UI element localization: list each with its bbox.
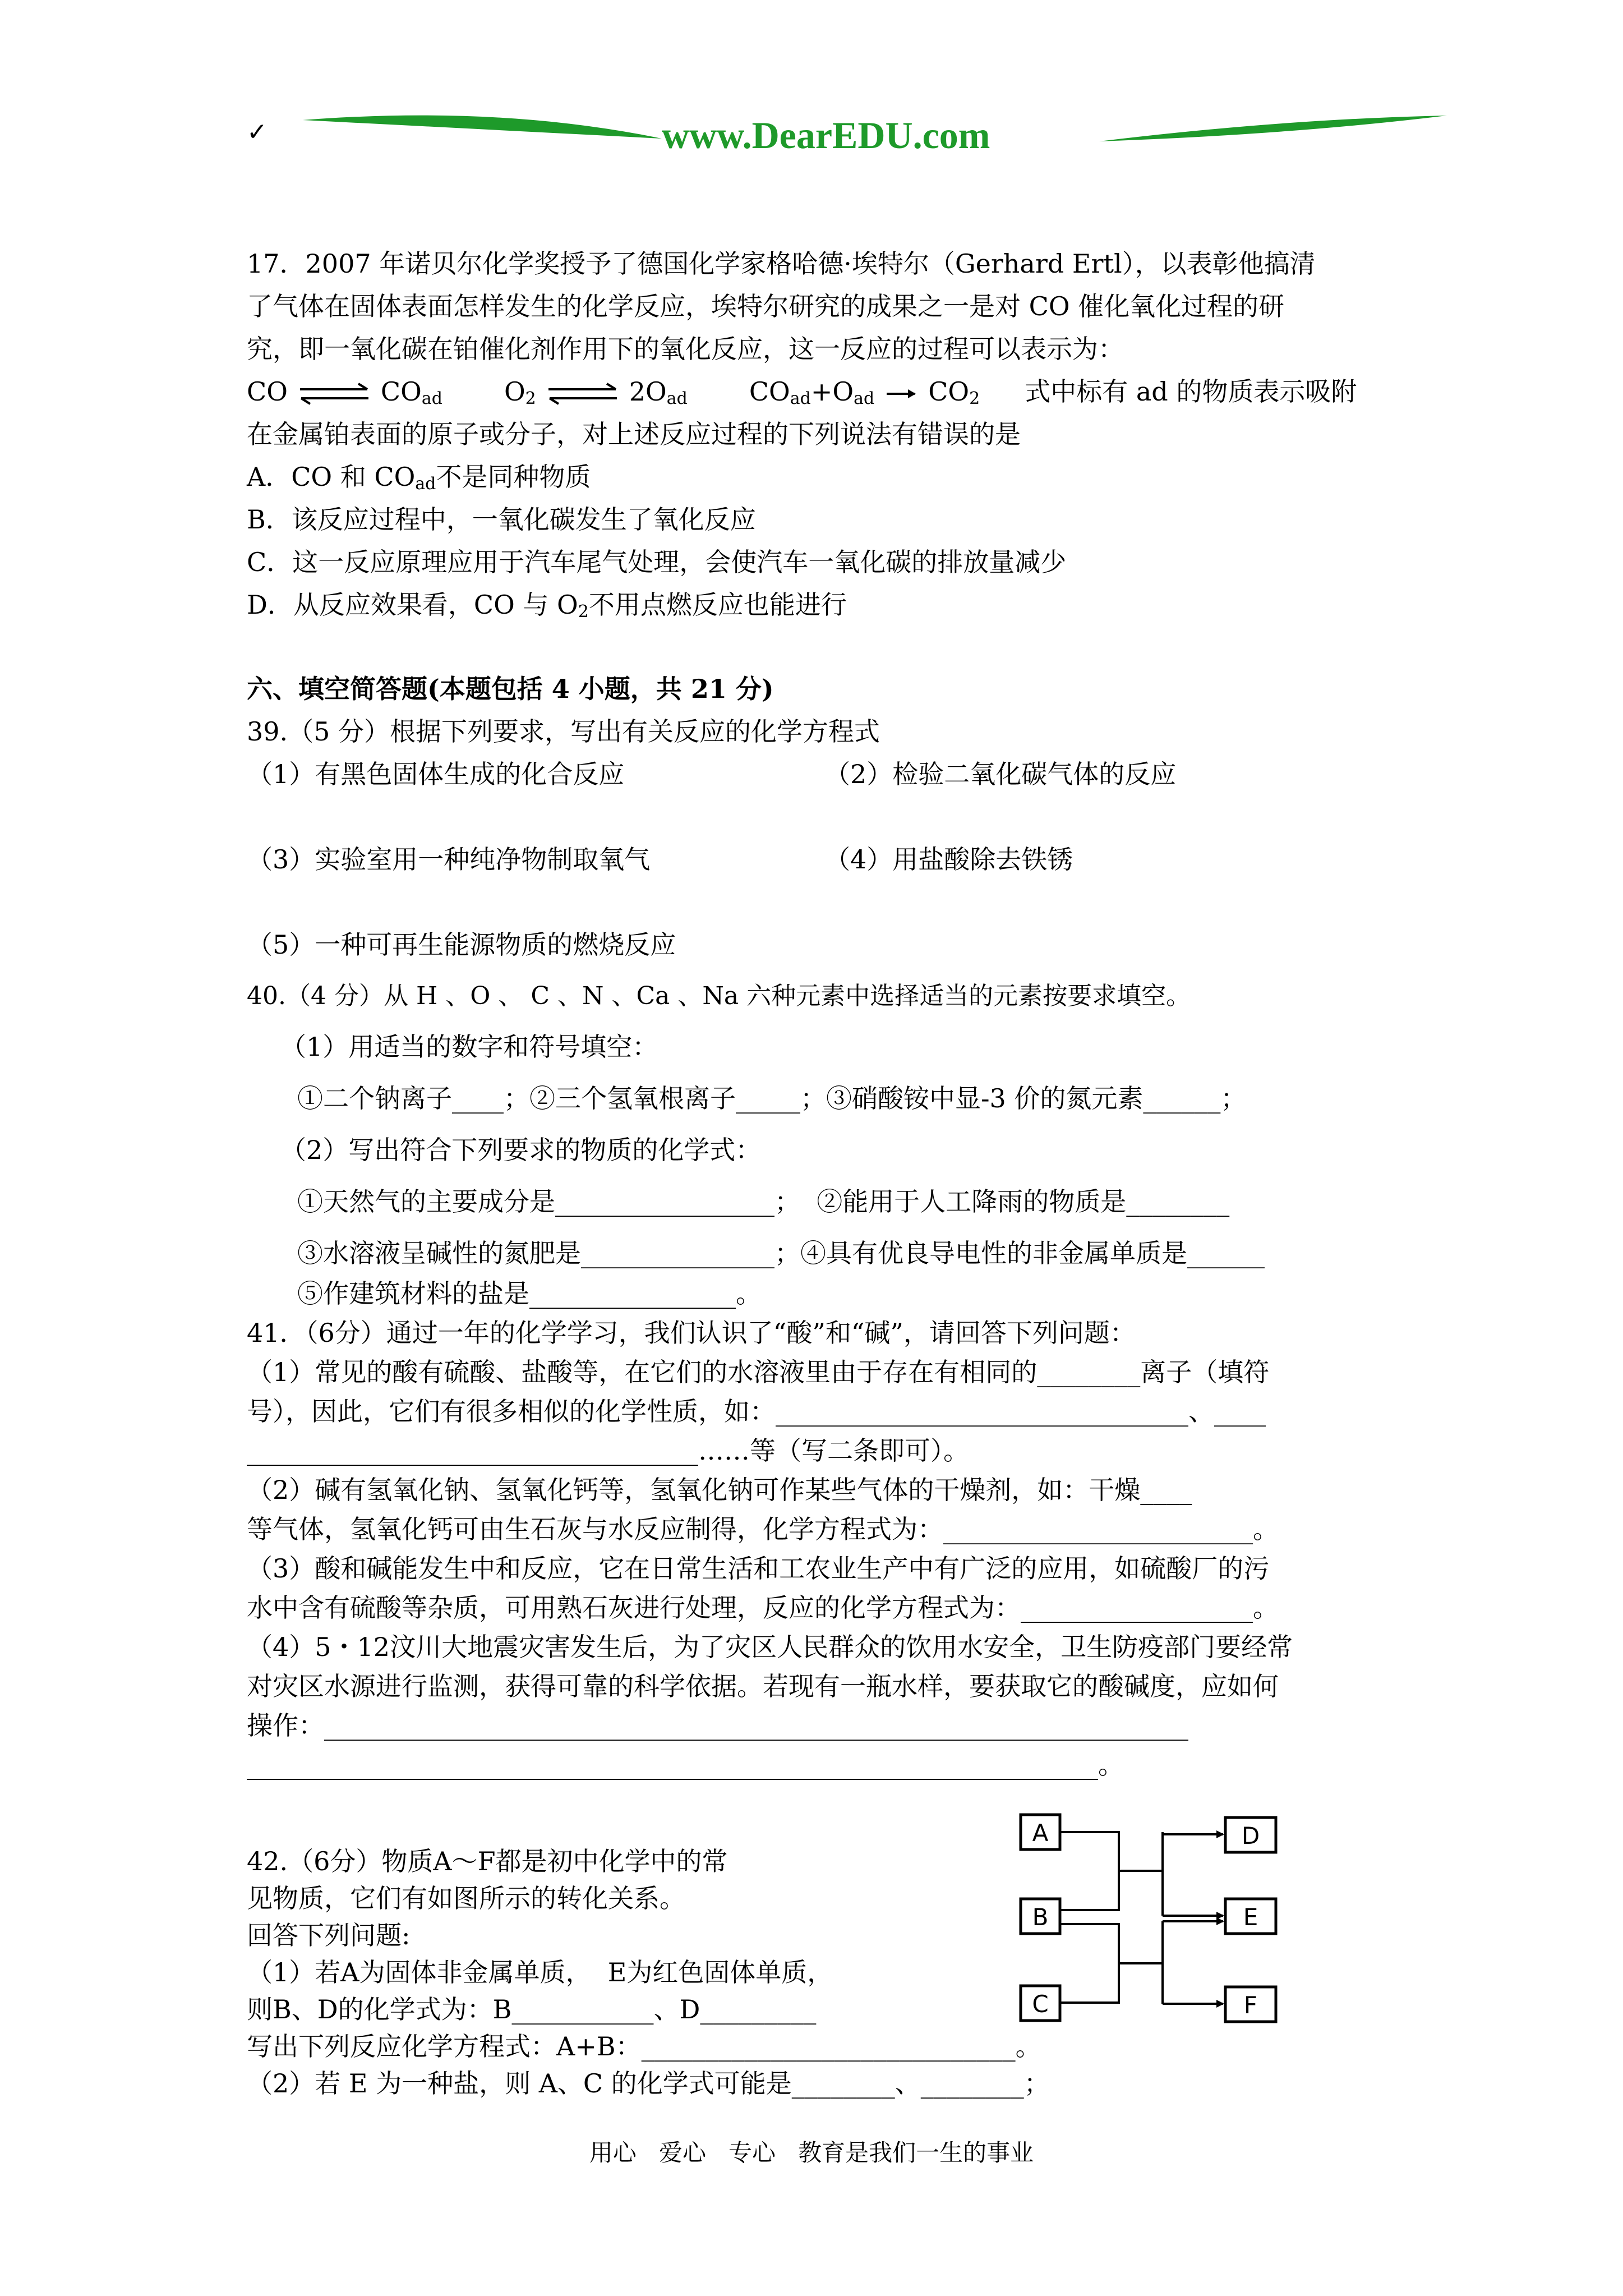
box-f-label: F — [1243, 1991, 1258, 2019]
q41-line-12: __________________________________________________________________。 — [247, 1750, 1124, 1780]
q41-line-3: 号），因此，它们有很多相似的化学性质，如：________________________________、____ — [247, 1396, 1266, 1427]
q42-line-5: 则B、D的化学式为：B___________、D_________ — [247, 1994, 817, 2024]
box-e-label: E — [1243, 1903, 1258, 1931]
banner-text: www.DearEDU.com — [662, 114, 990, 157]
q41-line-6: 等气体，氢氧化钙可由生石灰与水反应制得，化学方程式为：________________________。 — [247, 1514, 1279, 1544]
eq-2oad: $2O_{ad}$ — [629, 376, 688, 408]
q40-part-1-blanks: ①二个钠离子____；②三个氢氧根离子_____；③硝酸铵中显-3 价的氮元素______； — [297, 1083, 1247, 1114]
box-e — [1225, 1899, 1276, 1934]
reversible-arrow-icon — [298, 383, 371, 405]
box-d — [1225, 1818, 1276, 1852]
section-6-title: 六、填空简答题(本题包括 4 小题，共 21 分) — [247, 674, 774, 704]
q42-line-1: 42.（6分）物质A～F都是初中化学中的常 — [247, 1846, 728, 1876]
q17-line-3: 究，即一氧化碳在铂催化剂作用下的氧化反应，这一反应的过程可以表示为： — [247, 334, 1124, 364]
diagram-connectors — [1060, 1832, 1223, 2004]
box-a — [1021, 1815, 1060, 1849]
q41-line-10: 对灾区水源进行监测，获得可靠的科学依据。若现有一瓶水样，要获取它的酸碱度，应如何 — [247, 1671, 1279, 1701]
q42-line-6: 写出下列反应化学方程式：A+B：_____________________________。 — [247, 2031, 1041, 2062]
eq-coad: $CO_{ad}$ — [380, 376, 442, 408]
right-arrow-icon — [884, 385, 918, 402]
q41-line-9: （4）5・12汶川大地震灾害发生后，为了灾区人民群众的饮用水安全，卫生防疫部门要经常 — [247, 1632, 1293, 1662]
q41-line-2: （1）常见的酸有硫酸、盐酸等，在它们的水溶液里由于存在有相同的________离子（填符 — [247, 1357, 1270, 1387]
box-d-label: D — [1241, 1822, 1260, 1849]
q41-line-11: 操作：___________________________________________________________________ — [247, 1710, 1188, 1741]
q39-item-3: （3）实验室用一种纯净物制取氧气 — [247, 844, 651, 875]
q41-line-5: （2）碱有氢氧化钠、氢氧化钙等，氢氧化钠可作某些气体的干燥剂，如：干燥____ — [247, 1475, 1192, 1505]
reversible-arrow-icon — [546, 383, 619, 405]
q41-line-1: 41．（6分）通过一年的化学学习，我们认识了“酸”和“碱”，请回答下列问题： — [247, 1318, 1136, 1348]
box-f — [1225, 1987, 1276, 2022]
banner-right-swoosh — [1099, 116, 1447, 141]
page-footer: 用心 爱心 专心 教育是我们一生的事业 — [589, 2139, 1034, 2166]
q42-line-3: 回答下列问题: — [247, 1920, 411, 1950]
box-c-label: C — [1032, 1990, 1049, 2018]
q40-part-2-blanks-b: ③水溶液呈碱性的氮肥是_______________；④具有优良导电性的非金属单质是______ — [297, 1238, 1265, 1268]
box-c — [1021, 1986, 1060, 2021]
q40-part-2: （2）写出符合下列要求的物质的化学式： — [280, 1135, 762, 1165]
check-mark: ✓ — [247, 118, 268, 146]
q39-stem: 39.（5 分）根据下列要求，写出有关反应的化学方程式 — [247, 716, 880, 747]
eq-co: CO — [247, 376, 288, 407]
banner-left-swoosh — [303, 116, 662, 139]
transformation-diagram — [1018, 1812, 1310, 2031]
q17-line-1: 17．2007 年诺贝尔化学奖授予了德国化学家格哈德·埃特尔（Gerhard Ertl），以表彰他搞清 — [247, 249, 1316, 279]
q41-line-4: ___________________________________……等（写二条即可）。 — [247, 1435, 969, 1466]
q39-item-1: （1）有黑色固体生成的化合反应 — [247, 759, 625, 789]
eq-note: 式中标有 ad 的物质表示吸附 — [1025, 376, 1357, 407]
q39-item-4: （4）用盐酸除去铁锈 — [824, 844, 1073, 875]
box-a-label: A — [1032, 1819, 1049, 1847]
q41-line-8: 水中含有硫酸等杂质，可用熟石灰进行处理，反应的化学方程式为：__________________。 — [247, 1593, 1279, 1623]
q17-option-c: C．这一反应原理应用于汽车尾气处理，会使汽车一氧化碳的排放量减少 — [247, 547, 1067, 577]
box-b — [1021, 1899, 1060, 1934]
site-banner — [303, 108, 1453, 169]
q40-part-2-blanks-a: ①天然气的主要成分是_________________； ②能用于人工降雨的物质是________ — [297, 1186, 1230, 1217]
eq-co2: $CO_2$ — [928, 376, 980, 408]
q42-line-7: （2）若 E 为一种盐，则 A、C 的化学式可能是________、________； — [247, 2068, 1050, 2099]
q41-line-7: （3）酸和碱能发生中和反应，它在日常生活和工农业生产中有广泛的应用，如硫酸厂的污 — [247, 1553, 1270, 1584]
q39-item-5: （5）一种可再生能源物质的燃烧反应 — [247, 930, 676, 960]
q40-stem: 40.（4 分）从 H 、O 、 C 、N 、Ca 、Na 六种元素中选择适当的元素按要求填空。 — [247, 982, 1191, 1010]
q40-part-2-blanks-c: ⑤作建筑材料的盐是________________。 — [297, 1278, 762, 1309]
q17-equation — [247, 375, 1357, 408]
q17-line-5: 在金属铂表面的原子或分子，对上述反应过程的下列说法有错误的是 — [247, 419, 1021, 449]
q39-item-2: （2）检验二氧化碳气体的反应 — [824, 759, 1177, 789]
box-b-label: B — [1032, 1903, 1049, 1931]
q17-option-a: A．CO 和 $CO_{ad}$不是同种物质 — [247, 462, 591, 494]
q42-line-2: 见物质，它们有如图所示的转化关系。 — [247, 1883, 685, 1913]
eq-coad-oad: $CO_{ad}+O_{ad}$ — [749, 376, 875, 408]
eq-o2: $O_2$ — [504, 376, 536, 408]
q17-line-2: 了气体在固体表面怎样发生的化学反应，埃特尔研究的成果之一是对 CO 催化氧化过程的研 — [247, 291, 1285, 321]
q17-option-b: B．该反应过程中，一氧化碳发生了氧化反应 — [247, 504, 756, 535]
q40-part-1: （1）用适当的数字和符号填空： — [280, 1032, 658, 1062]
q17-option-d: D．从反应效果看，CO 与 $O_2$不用点燃反应也能进行 — [247, 590, 847, 622]
q42-line-4: （1）若A为固体非金属单质， E为红色固体单质， — [247, 1957, 833, 1987]
